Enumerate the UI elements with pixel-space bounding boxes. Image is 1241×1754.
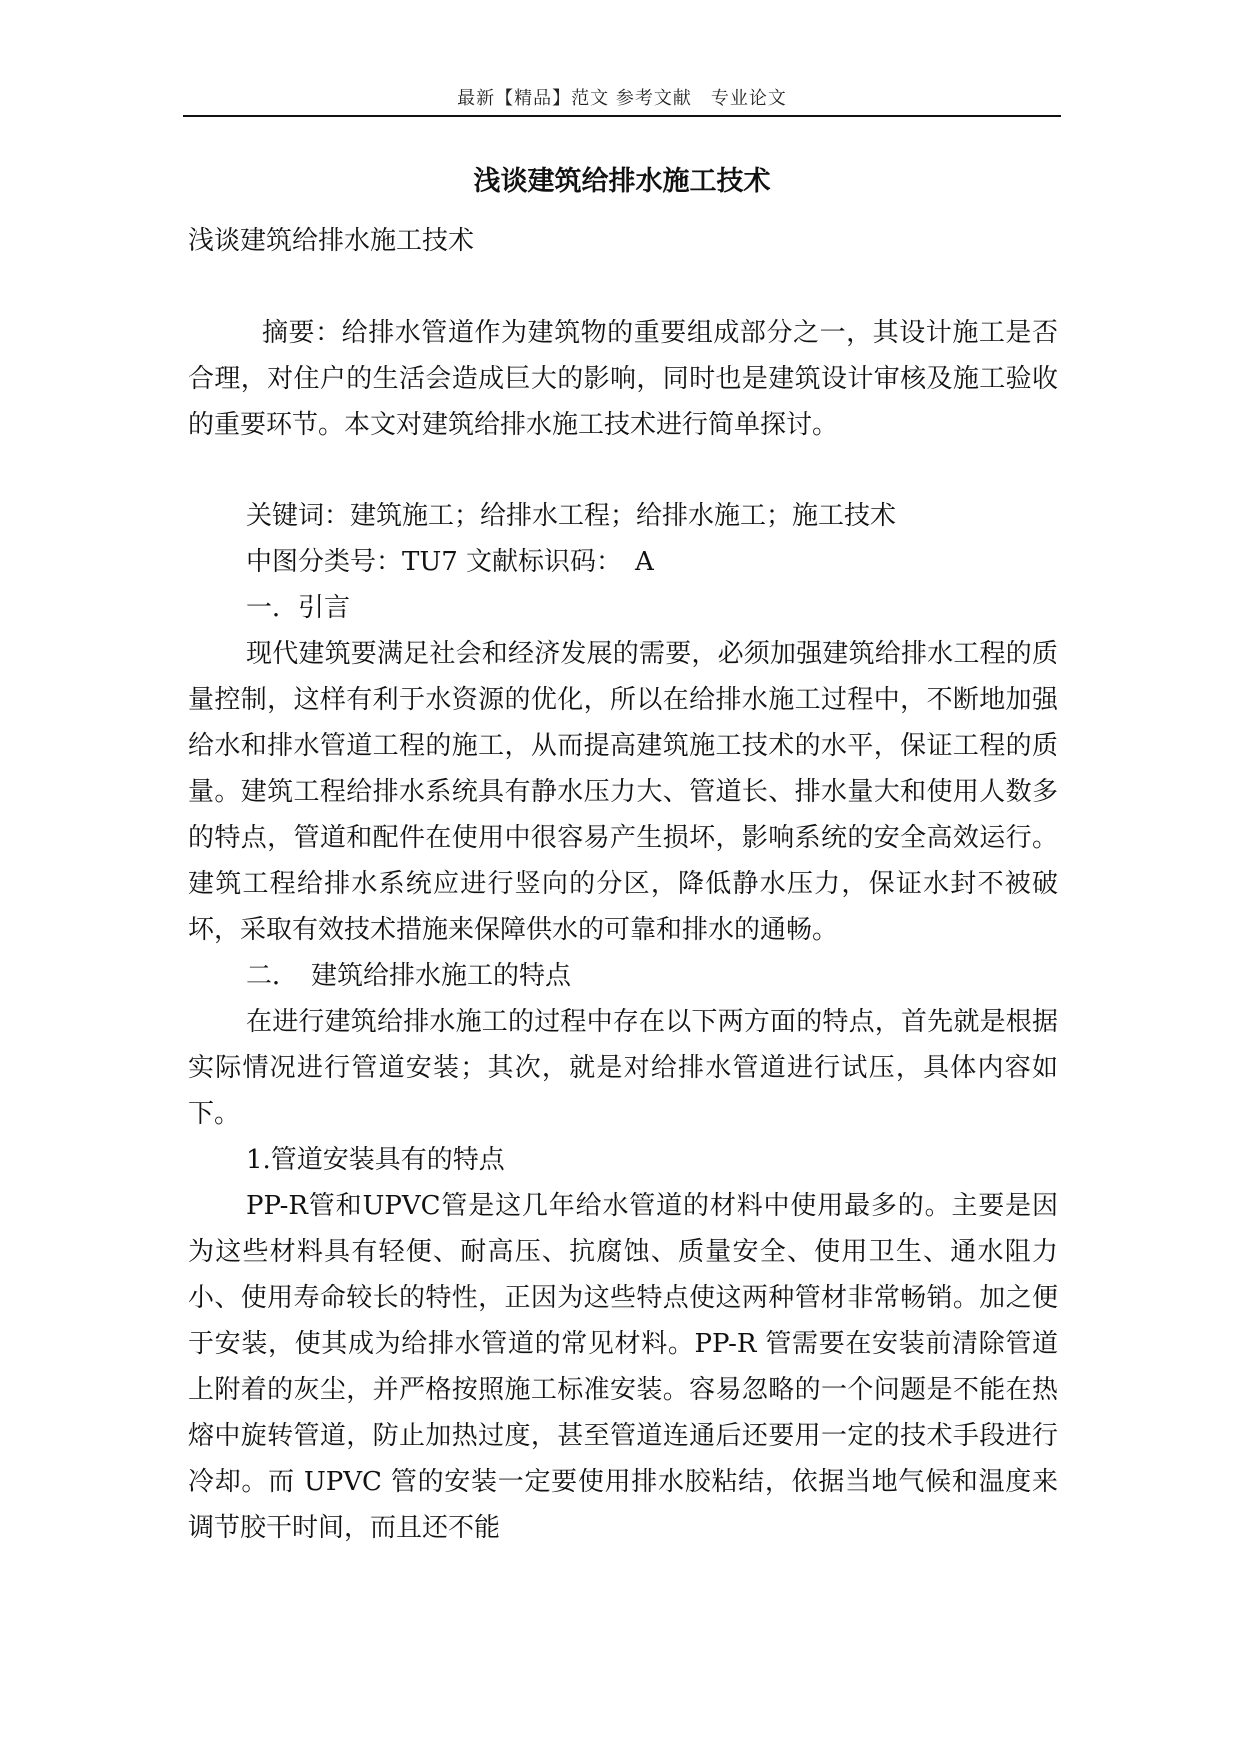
page-header: 最新【精品】范文 参考文献 专业论文 xyxy=(457,88,787,109)
document-body xyxy=(188,218,1058,1551)
abstract-paragraph: 摘要：给排水管道作为建筑物的重要组成部分之一，其设计施工是否合理，对住户的生活会造成巨大的影响，同时也是建筑设计审核及施工验收的重要环节。本文对建筑给排水施工技术进行简单探讨。 xyxy=(188,318,1058,440)
section-2-paragraph: 在进行建筑给排水施工的过程中存在以下两方面的特点，首先就是根据实际情况进行管道安装；其次，就是对给排水管道进行试压，具体内容如下。 xyxy=(188,1007,1058,1129)
section-1-heading: 一．引言 xyxy=(246,593,351,623)
document-subtitle: 浅谈建筑给排水施工技术 xyxy=(188,226,475,256)
document-title: 浅谈建筑给排水施工技术 xyxy=(473,166,771,197)
subsection-1-paragraph: PP-R管和UPVC管是这几年给水管道的材料中使用最多的。主要是因为这些材料具有轻便、耐高压、抗腐蚀、质量安全、使用卫生、通水阻力小、使用寿命较长的特性，正因为这些特点使这两种管材非常畅销。加之便于安装，使其成为给排水管道的常见材料。PP-R 管需要在安装前清除管道上附着的灰尘，并严格按照施工标准安装。容易忽略的一个问题是不能在热熔中旋转管道，防止加热过度，甚至管道连通后还要用一定的技术手段进行冷却。而 UPVC 管的安装一定要使用排水胶粘结，依据当地气候和温度来调节胶干时间，而且还不能 xyxy=(188,1191,1058,1543)
header-divider xyxy=(183,115,1061,117)
keywords-line: 关键词：建筑施工；给排水工程；给排水施工；施工技术 xyxy=(246,501,897,531)
subsection-1-heading: 1.管道安装具有的特点 xyxy=(246,1145,505,1175)
section-1-paragraph: 现代建筑要满足社会和经济发展的需要，必须加强建筑给排水工程的质量控制，这样有利于水资源的优化，所以在给排水施工过程中，不断地加强给水和排水管道工程的施工，从而提高建筑施工技术的水平，保证工程的质量。建筑工程给排水系统具有静水压力大、管道长、排水量大和使用人数多的特点，管道和配件在使用中很容易产生损坏，影响系统的安全高效运行。建筑工程给排水系统应进行竖向的分区，降低静水压力，保证水封不被破坏，采取有效技术措施来保障供水的可靠和排水的通畅。 xyxy=(188,639,1058,945)
section-2-heading: 二． 建筑给排水施工的特点 xyxy=(246,961,572,991)
classification-line: 中图分类号：TU7 文献标识码： A xyxy=(246,547,654,577)
